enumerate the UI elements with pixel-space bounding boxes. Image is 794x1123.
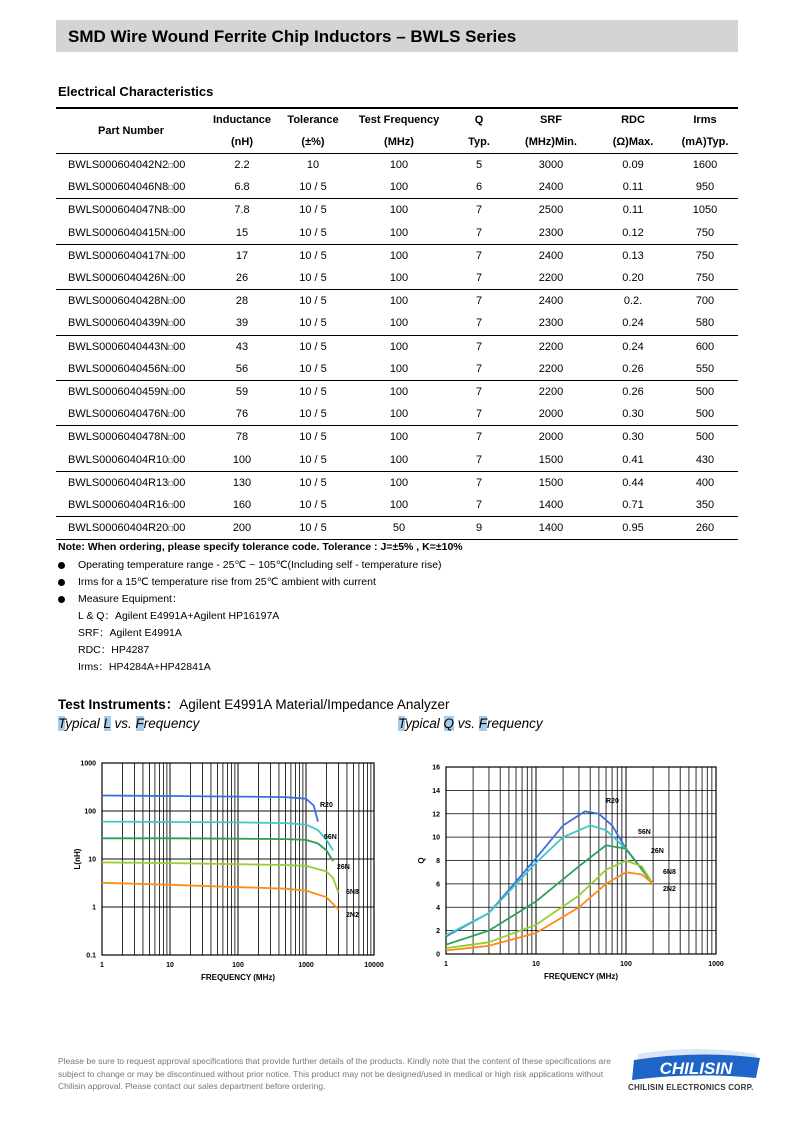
cell-irms: 260: [695, 522, 715, 535]
cell-test-frequency: 100: [389, 272, 409, 285]
cell-rdc: 0.11: [622, 181, 644, 194]
cell-srf: 2200: [538, 362, 564, 375]
col-header-part-number: Part Number: [97, 125, 165, 137]
col-unit-test-frequency: (MHz): [384, 136, 414, 148]
x-tick-label: 10000: [364, 962, 384, 969]
cell-tolerance: 10 / 5: [299, 385, 327, 398]
cell-test-frequency: 100: [389, 408, 409, 421]
cell-test-frequency: 100: [389, 362, 409, 375]
cell-part-number: BWLS000604042N2□00: [68, 159, 186, 172]
cell-tolerance: 10 / 5: [299, 498, 327, 511]
y-tick-label: 1000: [80, 760, 96, 768]
cell-tolerance: 10 / 5: [299, 249, 327, 262]
cell-inductance: 39: [235, 317, 249, 330]
table-row: [56, 403, 738, 426]
col-header-test-frequency: Test Frequency: [358, 114, 440, 126]
cell-inductance: 26: [235, 272, 249, 285]
svg-text:CHILISIN: CHILISIN: [659, 1059, 733, 1078]
equipment-srf: SRF：Agilent E4991A: [78, 627, 182, 639]
ordering-note: Note: When ordering, please specify tolerance code. Tolerance : J=±5% , K=±10%: [58, 541, 463, 553]
cell-inductance: 130: [232, 476, 252, 489]
cell-inductance: 2.2: [234, 159, 250, 172]
cell-srf: 2000: [538, 431, 564, 444]
cell-srf: 2500: [538, 204, 564, 217]
cell-irms: 750: [695, 272, 715, 285]
table-header: [56, 108, 738, 154]
col-unit-irms: (mA)Typ.: [681, 136, 729, 148]
cell-part-number: BWLS0006040476N□00: [68, 408, 186, 421]
y-tick-label: 6: [436, 881, 440, 889]
table-row: [56, 290, 738, 313]
table-row: [56, 154, 738, 177]
y-tick-label: 10: [88, 856, 96, 864]
cell-irms: 550: [695, 362, 715, 375]
cell-irms: 500: [695, 431, 715, 444]
cell-inductance: 56: [235, 362, 249, 375]
y-tick-label: 16: [432, 764, 440, 772]
cell-rdc: 0.71: [622, 498, 644, 511]
cell-irms: 500: [695, 408, 715, 421]
table-row: [56, 358, 738, 381]
cell-q: 7: [475, 385, 483, 398]
cell-test-frequency: 100: [389, 181, 409, 194]
cell-tolerance: 10 / 5: [299, 476, 327, 489]
cell-test-frequency: 100: [389, 249, 409, 262]
cell-srf: 1500: [538, 453, 564, 466]
cell-q: 6: [475, 181, 483, 194]
cell-test-frequency: 100: [389, 431, 409, 444]
cell-rdc: 0.95: [622, 522, 644, 535]
cell-inductance: 100: [232, 453, 252, 466]
series-label: R20: [606, 798, 619, 805]
cell-q: 7: [475, 340, 483, 353]
y-tick-label: 1: [92, 904, 96, 912]
cell-irms: 580: [695, 317, 715, 330]
cell-q: 7: [475, 204, 483, 217]
cell-q: 7: [475, 362, 483, 375]
cell-inductance: 78: [235, 431, 249, 444]
cell-test-frequency: 100: [389, 385, 409, 398]
y-axis-label: L(nH): [73, 848, 82, 870]
y-tick-label: 4: [436, 904, 440, 912]
cell-test-frequency: 100: [389, 498, 409, 511]
cell-part-number: BWLS0006040478N□00: [68, 431, 186, 444]
cell-rdc: 0.26: [622, 385, 644, 398]
cell-q: 7: [475, 408, 483, 421]
cell-inductance: 59: [235, 385, 249, 398]
q-vs-frequency-chart: [398, 748, 738, 988]
cell-srf: 1400: [538, 522, 564, 535]
cell-part-number: BWLS0006040428N□00: [68, 295, 186, 308]
cell-test-frequency: 100: [389, 476, 409, 489]
x-tick-label: 10: [532, 961, 540, 968]
header-bar: [56, 20, 738, 52]
cell-q: 7: [475, 295, 483, 308]
cell-srf: 2400: [538, 249, 564, 262]
spec-table: [56, 107, 738, 540]
equipment-rdc: RDC：HP4287: [78, 644, 150, 656]
table-row: [56, 471, 738, 494]
bullet-measure-equipment: Measure Equipment：: [58, 591, 442, 608]
cell-test-frequency: 100: [389, 295, 409, 308]
cell-irms: 1600: [692, 159, 718, 172]
bullet-irms: Irms for a 15℃ temperature rise from 25℃ ambient with current: [58, 574, 442, 591]
cell-irms: 430: [695, 453, 715, 466]
table-row: [56, 222, 738, 245]
cell-srf: 1400: [538, 498, 564, 511]
table-row: [56, 199, 738, 222]
cell-irms: 950: [695, 181, 715, 194]
x-tick-label: 1000: [708, 961, 724, 968]
chart-title-l-vs-frequency: Typical L vs. Frequency: [58, 716, 200, 731]
col-unit-srf: (MHz)Min.: [525, 136, 577, 148]
cell-tolerance: 10 / 5: [299, 181, 327, 194]
table-row: [56, 448, 738, 471]
cell-srf: 1500: [538, 476, 564, 489]
cell-test-frequency: 100: [389, 226, 409, 239]
cell-tolerance: 10 / 5: [299, 272, 327, 285]
y-tick-label: 100: [84, 808, 96, 816]
cell-part-number: BWLS0006040459N□00: [68, 385, 186, 398]
cell-q: 7: [475, 317, 483, 330]
cell-rdc: 0.11: [622, 204, 644, 217]
cell-test-frequency: 100: [389, 159, 409, 172]
cell-tolerance: 10 / 5: [299, 408, 327, 421]
cell-rdc: 0.41: [622, 453, 644, 466]
cell-test-frequency: 100: [389, 204, 409, 217]
series-label: 6N8: [346, 889, 359, 896]
cell-q: 7: [475, 476, 483, 489]
cell-tolerance: 10 / 5: [299, 295, 327, 308]
x-tick-label: 1000: [298, 962, 314, 969]
cell-tolerance: 10 / 5: [299, 453, 327, 466]
bullet-dot-icon: [58, 579, 65, 586]
cell-inductance: 160: [232, 498, 252, 511]
cell-tolerance: 10 / 5: [299, 362, 327, 375]
cell-srf: 3000: [538, 159, 564, 172]
section-title: Electrical Characteristics: [58, 84, 214, 99]
table-row: [56, 494, 738, 517]
cell-q: 9: [475, 522, 483, 535]
cell-inductance: 76: [235, 408, 249, 421]
cell-part-number: BWLS0006040439N□00: [68, 317, 186, 330]
cell-rdc: 0.12: [622, 226, 644, 239]
series-label: 2N2: [346, 912, 359, 919]
cell-inductance: 15: [235, 226, 249, 239]
cell-rdc: 0.24: [622, 340, 644, 353]
l-vs-frequency-chart: [58, 748, 398, 988]
cell-part-number: BWLS00060404R10□00: [68, 453, 186, 466]
x-axis-label: FREQUENCY (MHz): [200, 973, 276, 982]
cell-test-frequency: 100: [389, 340, 409, 353]
cell-part-number: BWLS00060404R13□00: [68, 476, 186, 489]
series-label: 56N: [638, 829, 651, 836]
cell-part-number: BWLS0006040456N□00: [68, 362, 186, 375]
series-label: 26N: [651, 848, 664, 855]
cell-q: 7: [475, 226, 483, 239]
col-unit-rdc: (Ω)Max.: [612, 136, 654, 148]
table-row: [56, 426, 738, 449]
series-label: 56N: [324, 834, 337, 841]
table-row: [56, 176, 738, 199]
col-unit-inductance: (nH): [231, 136, 253, 148]
disclaimer-text: Please be sure to request approval specifications that provide further details of the products. Kindly note that the content of these specifications are subject to change or may be discontinued without prior notice. This product may not be designed/used in medical or high risk applications without Chilisin approval. Please contact our sales department before ordering.: [58, 1056, 611, 1091]
cell-irms: 600: [695, 340, 715, 353]
series-label: 2N2: [663, 886, 676, 893]
chart-title-q-vs-frequency: Typical Q vs. Frequency: [398, 716, 543, 731]
col-header-q: Q: [474, 114, 484, 126]
x-tick-label: 1: [444, 961, 448, 968]
page-title: SMD Wire Wound Ferrite Chip Inductors – BWLS Series: [68, 27, 517, 46]
y-tick-label: 14: [432, 787, 440, 795]
cell-part-number: BWLS00060404R16□00: [68, 498, 186, 511]
col-header-inductance: Inductance: [212, 114, 272, 126]
y-tick-label: 0: [436, 951, 440, 959]
cell-irms: 400: [695, 476, 715, 489]
bullet-dot-icon: [58, 596, 65, 603]
equipment-lq: L & Q：Agilent E4991A+Agilent HP16197A: [78, 610, 280, 622]
cell-part-number: BWLS0006040417N□00: [68, 249, 186, 262]
cell-rdc: 0.2.: [623, 295, 643, 308]
cell-q: 7: [475, 249, 483, 262]
cell-part-number: BWLS00060404R20□00: [68, 522, 186, 535]
cell-tolerance: 10 / 5: [299, 431, 327, 444]
cell-inductance: 28: [235, 295, 249, 308]
cell-rdc: 0.30: [622, 408, 644, 421]
table-row: [56, 312, 738, 335]
cell-q: 7: [475, 431, 483, 444]
cell-srf: 2200: [538, 340, 564, 353]
cell-part-number: BWLS0006040443N□00: [68, 340, 186, 353]
cell-rdc: 0.20: [622, 272, 644, 285]
cell-part-number: BWLS0006040426N□00: [68, 272, 186, 285]
cell-q: 7: [475, 498, 483, 511]
x-tick-label: 100: [232, 962, 244, 969]
table-row: [56, 380, 738, 403]
col-header-rdc: RDC: [621, 114, 645, 126]
cell-inductance: 6.8: [234, 181, 250, 194]
cell-rdc: 0.24: [622, 317, 644, 330]
cell-tolerance: 10 / 5: [299, 522, 327, 535]
table-row: [56, 517, 738, 540]
series-label: R20: [320, 802, 333, 809]
cell-part-number: BWLS000604046N8□00: [68, 181, 186, 194]
cell-rdc: 0.09: [622, 159, 644, 172]
x-tick-label: 1: [100, 962, 104, 969]
cell-srf: 2400: [538, 295, 564, 308]
cell-inductance: 200: [232, 522, 252, 535]
cell-tolerance: 10 / 5: [299, 204, 327, 217]
table-row: [56, 267, 738, 290]
series-label: 6N8: [663, 869, 676, 876]
company-name: CHILISIN ELECTRONICS CORP.: [628, 1083, 754, 1092]
cell-rdc: 0.44: [622, 476, 644, 489]
test-instruments: Test Instruments：Agilent E4991A Material/Impedance Analyzer: [58, 697, 450, 712]
table-body: [56, 154, 738, 540]
cell-irms: 750: [695, 249, 715, 262]
cell-q: 7: [475, 453, 483, 466]
equipment-irms: Irms：HP4284A+HP42841A: [78, 661, 211, 673]
table-row: [56, 244, 738, 267]
cell-irms: 750: [695, 226, 715, 239]
cell-srf: 2400: [538, 181, 564, 194]
col-header-tolerance: Tolerance: [287, 114, 339, 126]
bullet-dot-icon: [58, 562, 65, 569]
col-header-srf: SRF: [540, 114, 562, 126]
cell-inductance: 7.8: [234, 204, 250, 217]
cell-rdc: 0.30: [622, 431, 644, 444]
cell-test-frequency: 100: [389, 453, 409, 466]
cell-srf: 2300: [538, 226, 564, 239]
cell-test-frequency: 50: [392, 522, 406, 535]
x-tick-label: 100: [620, 961, 632, 968]
col-unit-q: Typ.: [468, 136, 490, 148]
y-axis-label: Q: [417, 857, 426, 864]
cell-part-number: BWLS000604047N8□00: [68, 204, 186, 217]
bullet-operating-temp: Operating temperature range - 25℃ ~ 105℃(Including self - temperature rise): [58, 557, 442, 574]
x-tick-label: 10: [166, 962, 174, 969]
col-unit-tolerance: (±%): [301, 136, 325, 148]
cell-irms: 500: [695, 385, 715, 398]
cell-rdc: 0.26: [622, 362, 644, 375]
cell-srf: 2300: [538, 317, 564, 330]
y-tick-label: 0.1: [86, 952, 96, 960]
x-axis-label: FREQUENCY (MHz): [543, 972, 619, 981]
cell-inductance: 43: [235, 340, 249, 353]
cell-tolerance: 10 / 5: [299, 317, 327, 330]
y-tick-label: 2: [436, 928, 440, 936]
cell-srf: 2000: [538, 408, 564, 421]
cell-q: 7: [475, 272, 483, 285]
cell-srf: 2200: [538, 272, 564, 285]
cell-part-number: BWLS0006040415N□00: [68, 226, 186, 239]
spec-notes: [58, 557, 442, 676]
cell-test-frequency: 100: [389, 317, 409, 330]
cell-irms: 350: [695, 498, 715, 511]
cell-tolerance: 10 / 5: [299, 340, 327, 353]
cell-tolerance: 10: [306, 159, 320, 172]
cell-rdc: 0.13: [622, 249, 644, 262]
cell-irms: 700: [695, 295, 715, 308]
y-tick-label: 10: [432, 834, 440, 842]
cell-irms: 1050: [692, 204, 718, 217]
table-row: [56, 335, 738, 358]
cell-srf: 2200: [538, 385, 564, 398]
y-tick-label: 8: [436, 858, 440, 865]
cell-q: 5: [475, 159, 483, 172]
cell-inductance: 17: [235, 249, 249, 262]
col-header-irms: Irms: [693, 114, 717, 126]
y-tick-label: 12: [432, 811, 440, 819]
cell-tolerance: 10 / 5: [299, 226, 327, 239]
series-label: 26N: [337, 864, 350, 871]
